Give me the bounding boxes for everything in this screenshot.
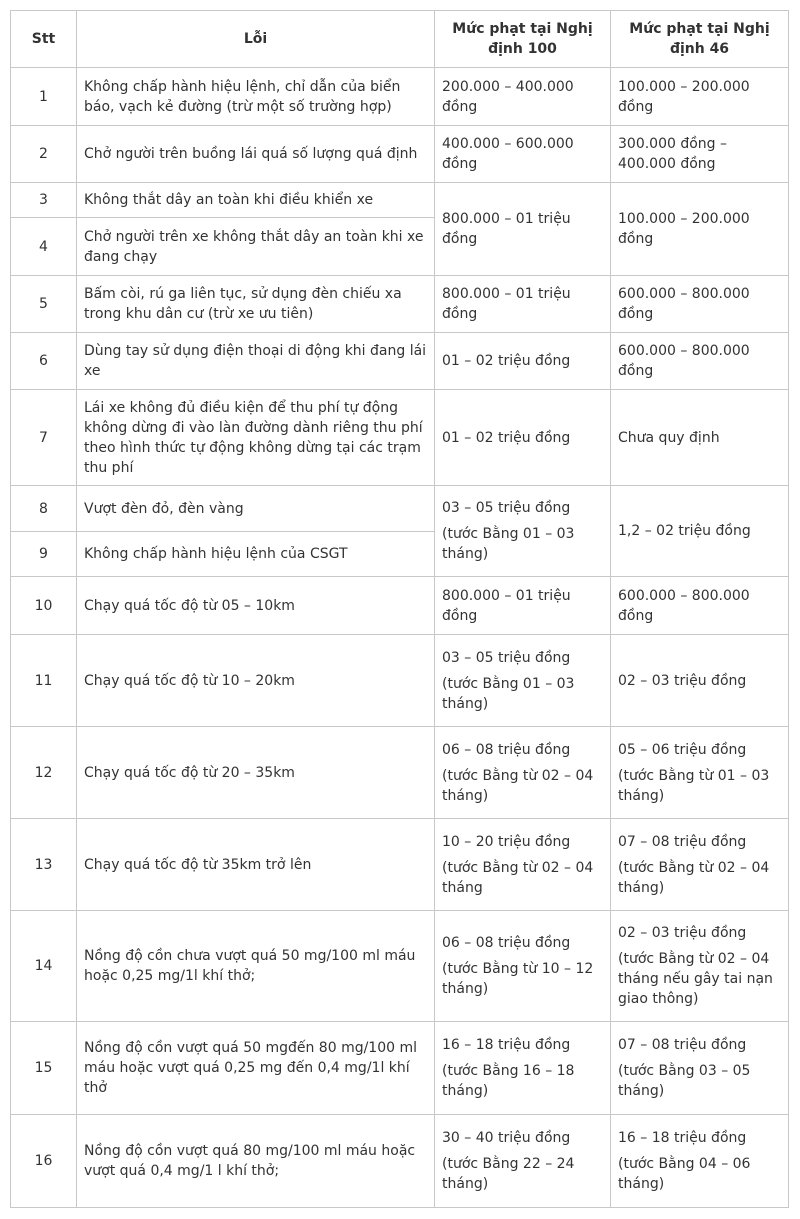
row-number: 3	[11, 183, 77, 218]
fine-decree-46-cell	[611, 1022, 789, 1115]
license-suspension-note: (tước Bằng 22 – 24 tháng)	[442, 1156, 575, 1192]
row-number: 7	[11, 390, 77, 486]
fine-decree-100-cell	[435, 390, 611, 486]
fine-decree-100-cell	[435, 635, 611, 727]
license-suspension-note: (tước Bằng từ 10 – 12 tháng)	[442, 961, 594, 997]
fine-amount: 16 – 18 triệu đồng	[442, 1037, 571, 1053]
row-number: 1	[11, 68, 77, 126]
fine-decree-46-cell	[611, 819, 789, 911]
header-fine-decree-46: Mức phạt tại Nghị định 46	[611, 11, 789, 68]
violation-cell: Dùng tay sử dụng điện thoại di động khi đang lái xe	[77, 333, 435, 390]
table-row	[11, 1115, 789, 1208]
license-suspension-note: (tước Bằng 01 – 03 tháng)	[442, 675, 575, 712]
row-number: 8	[11, 486, 77, 532]
fine-amount: Chưa quy định	[618, 429, 720, 446]
fine-amount: 07 – 08 triệu đồng	[618, 1037, 747, 1053]
table-body	[11, 68, 789, 1208]
table-row	[11, 333, 789, 390]
fine-amount: 200.000 – 400.000 đồng	[442, 78, 574, 115]
fine-amount: 02 – 03 triệu đồng	[618, 925, 747, 941]
table-row	[11, 1022, 789, 1115]
table-row	[11, 390, 789, 486]
fine-decree-100-cell	[435, 819, 611, 911]
violation-cell: Chở người trên buồng lái quá số lượng quá định	[77, 126, 435, 183]
row-number: 4	[11, 218, 77, 276]
violation-cell: Nồng độ cồn chưa vượt quá 50 mg/100 ml máu hoặc 0,25 mg/1l khí thở;	[77, 911, 435, 1022]
fine-amount: 100.000 – 200.000 đồng	[618, 211, 750, 247]
license-suspension-note: (tước Bằng 01 – 03 tháng)	[442, 526, 575, 562]
fine-amount: 800.000 – 01 triệu đồng	[442, 587, 571, 624]
fine-decree-46-cell	[611, 486, 789, 577]
header-fine-decree-100: Mức phạt tại Nghị định 100	[435, 11, 611, 68]
row-number: 10	[11, 577, 77, 635]
license-suspension-note: (tước Bằng 16 – 18 tháng)	[442, 1063, 575, 1099]
fine-decree-46-cell	[611, 68, 789, 126]
license-suspension-note: (tước Bằng 04 – 06 tháng)	[618, 1156, 751, 1192]
table-row	[11, 486, 789, 532]
fine-amount: 800.000 – 01 triệu đồng	[442, 211, 571, 247]
fine-decree-46-cell	[611, 727, 789, 819]
fine-amount: 03 – 05 triệu đồng	[442, 500, 571, 516]
license-suspension-note: (tước Bằng từ 02 – 04 tháng	[442, 859, 594, 896]
violation-cell: Không chấp hành hiệu lệnh của CSGT	[77, 532, 435, 577]
fine-amount: 05 – 06 triệu đồng	[618, 741, 747, 758]
fine-decree-46-cell	[611, 333, 789, 390]
header-stt: Stt	[11, 11, 77, 68]
license-suspension-note: (tước Bằng từ 01 – 03 tháng)	[618, 767, 770, 804]
violation-cell: Chạy quá tốc độ từ 20 – 35km	[77, 727, 435, 819]
table-row	[11, 276, 789, 333]
row-number: 12	[11, 727, 77, 819]
fine-decree-100-cell	[435, 911, 611, 1022]
violation-cell: Chạy quá tốc độ từ 05 – 10km	[77, 577, 435, 635]
table-row	[11, 577, 789, 635]
header-violation: Lỗi	[77, 11, 435, 68]
fine-decree-46-cell	[611, 183, 789, 276]
violation-cell: Nồng độ cồn vượt quá 50 mgđến 80 mg/100 ml máu hoặc vượt quá 0,25 mg đến 0,4 mg/1l khí thở	[77, 1022, 435, 1115]
violation-cell: Không thắt dây an toàn khi điều khiển xe	[77, 183, 435, 218]
row-number: 14	[11, 911, 77, 1022]
fine-decree-46-cell	[611, 1115, 789, 1208]
fine-amount: 600.000 – 800.000 đồng	[618, 286, 750, 322]
table-row	[11, 635, 789, 727]
fine-decree-100-cell	[435, 1115, 611, 1208]
violation-cell: Chạy quá tốc độ từ 10 – 20km	[77, 635, 435, 727]
fines-table	[10, 10, 789, 1208]
license-suspension-note: (tước Bằng từ 02 – 04 tháng)	[618, 859, 770, 896]
fine-amount: 02 – 03 triệu đồng	[618, 672, 747, 689]
table-row	[11, 911, 789, 1022]
row-number: 16	[11, 1115, 77, 1208]
fine-amount: 30 – 40 triệu đồng	[442, 1130, 571, 1146]
fine-amount: 1,2 – 02 triệu đồng	[618, 523, 751, 539]
table-row	[11, 727, 789, 819]
row-number: 15	[11, 1022, 77, 1115]
row-number: 2	[11, 126, 77, 183]
fine-amount: 400.000 – 600.000 đồng	[442, 136, 574, 172]
fine-amount: 300.000 đồng – 400.000 đồng	[618, 136, 728, 172]
license-suspension-note: (tước Bằng 03 – 05 tháng)	[618, 1063, 751, 1099]
row-number: 6	[11, 333, 77, 390]
fine-decree-46-cell	[611, 276, 789, 333]
license-suspension-note: (tước Bằng từ 02 – 04 tháng nếu gây tai nạn giao thông)	[618, 951, 773, 1007]
fine-amount: 100.000 – 200.000 đồng	[618, 78, 750, 115]
violation-cell: Không chấp hành hiệu lệnh, chỉ dẫn của biển báo, vạch kẻ đường (trừ một số trường hợp)	[77, 68, 435, 126]
fine-amount: 01 – 02 triệu đồng	[442, 353, 571, 369]
fine-decree-46-cell	[611, 577, 789, 635]
fine-decree-100-cell	[435, 333, 611, 390]
violation-cell: Bấm còi, rú ga liên tục, sử dụng đèn chiếu xa trong khu dân cư (trừ xe ưu tiên)	[77, 276, 435, 333]
fine-decree-100-cell	[435, 68, 611, 126]
fine-amount: 800.000 – 01 triệu đồng	[442, 286, 571, 322]
fine-decree-100-cell	[435, 183, 611, 276]
violation-cell: Nồng độ cồn vượt quá 80 mg/100 ml máu hoặc vượt quá 0,4 mg/1 l khí thở;	[77, 1115, 435, 1208]
fine-decree-100-cell	[435, 577, 611, 635]
fine-decree-46-cell	[611, 390, 789, 486]
license-suspension-note: (tước Bằng từ 02 – 04 tháng)	[442, 767, 594, 804]
fine-amount: 06 – 08 triệu đồng	[442, 741, 571, 758]
fine-amount: 600.000 – 800.000 đồng	[618, 587, 750, 624]
violation-cell: Lái xe không đủ điều kiện để thu phí tự động không dừng đi vào làn đường dành riêng thu phí theo hình thức tự động không dừng tại các trạm thu phí	[77, 390, 435, 486]
fine-decree-100-cell	[435, 486, 611, 577]
table-row	[11, 68, 789, 126]
row-number: 13	[11, 819, 77, 911]
fine-amount: 03 – 05 triệu đồng	[442, 649, 571, 666]
row-number: 11	[11, 635, 77, 727]
fine-decree-100-cell	[435, 727, 611, 819]
fine-amount: 07 – 08 triệu đồng	[618, 833, 747, 850]
fine-amount: 06 – 08 triệu đồng	[442, 935, 571, 951]
table-row	[11, 183, 789, 218]
violation-cell: Vượt đèn đỏ, đèn vàng	[77, 486, 435, 532]
fine-decree-100-cell	[435, 126, 611, 183]
fine-decree-46-cell	[611, 911, 789, 1022]
header-row	[11, 11, 789, 68]
fine-decree-100-cell	[435, 276, 611, 333]
fine-amount: 600.000 – 800.000 đồng	[618, 343, 750, 379]
fine-amount: 16 – 18 triệu đồng	[618, 1130, 747, 1146]
table-row	[11, 126, 789, 183]
fine-decree-46-cell	[611, 126, 789, 183]
row-number: 9	[11, 532, 77, 577]
table-row	[11, 819, 789, 911]
violation-cell: Chở người trên xe không thắt dây an toàn khi xe đang chạy	[77, 218, 435, 276]
fine-amount: 10 – 20 triệu đồng	[442, 833, 571, 850]
fine-decree-100-cell	[435, 1022, 611, 1115]
fine-amount: 01 – 02 triệu đồng	[442, 429, 571, 446]
violation-cell: Chạy quá tốc độ từ 35km trở lên	[77, 819, 435, 911]
fine-decree-46-cell	[611, 635, 789, 727]
row-number: 5	[11, 276, 77, 333]
